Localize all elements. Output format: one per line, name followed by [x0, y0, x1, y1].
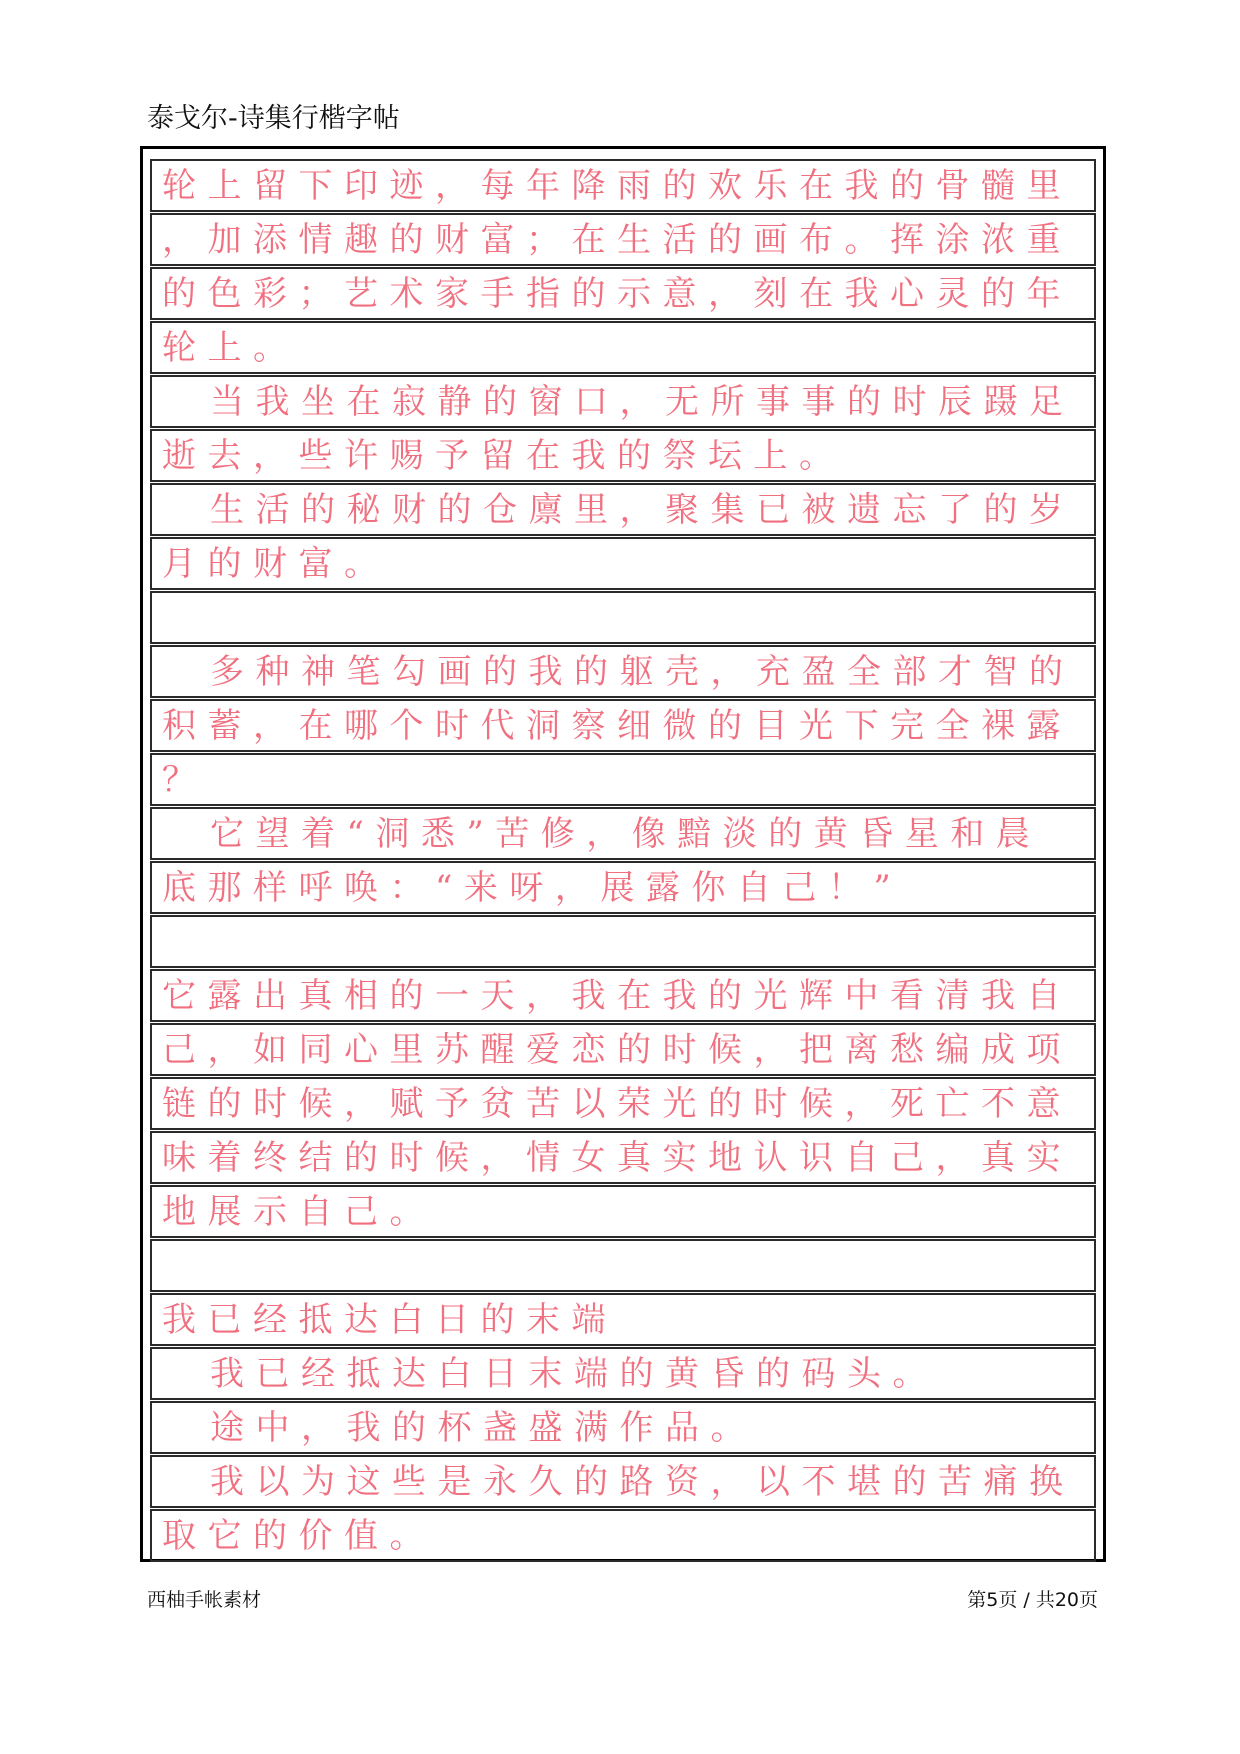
- page-number: 第5页 / 共20页: [967, 1589, 1098, 1611]
- line-row: 我以为这些是永久的路资，以不堪的苦痛换: [150, 1455, 1096, 1508]
- line-row: 轮上。: [150, 321, 1096, 374]
- line-row: 逝去，些许赐予留在我的祭坛上。: [150, 429, 1096, 482]
- line-row: 它望着“洞悉”苦修，像黯淡的黄昏星和晨: [150, 807, 1096, 860]
- line-row: 我已经抵达白日的末端: [150, 1293, 1096, 1346]
- line-row: ，加添情趣的财富；在生活的画布。挥涂浓重: [150, 213, 1096, 266]
- line-row: 底那样呼唤：“来呀，展露你自己！”: [150, 861, 1096, 914]
- line-row: 己，如同心里苏醒爱恋的时候，把离愁编成项: [150, 1023, 1096, 1076]
- line-row-empty: [150, 1239, 1096, 1292]
- line-row-empty: [150, 915, 1096, 968]
- line-row: 它露出真相的一天，我在我的光辉中看清我自: [150, 969, 1096, 1022]
- line-row: 的色彩；艺术家手指的示意，刻在我心灵的年: [150, 267, 1096, 320]
- line-row: 月的财富。: [150, 537, 1096, 590]
- line-row: 味着终结的时候，情女真实地认识自己，真实: [150, 1131, 1096, 1184]
- page-title: 泰戈尔-诗集行楷字帖: [147, 103, 400, 134]
- copybook-lines: [150, 159, 1096, 1563]
- line-row: 当我坐在寂静的窗口，无所事事的时辰蹑足: [150, 375, 1096, 428]
- line-row: ？: [150, 753, 1096, 806]
- line-row: 地展示自己。: [150, 1185, 1096, 1238]
- line-row: 多种神笔勾画的我的躯壳，充盈全部才智的: [150, 645, 1096, 698]
- line-row: 链的时候，赋予贫苦以荣光的时候，死亡不意: [150, 1077, 1096, 1130]
- line-row: 积蓄，在哪个时代洞察细微的目光下完全裸露: [150, 699, 1096, 752]
- footer-source: 西柚手帐素材: [147, 1589, 262, 1611]
- line-row: 生活的秘财的仓廪里，聚集已被遗忘了的岁: [150, 483, 1096, 536]
- line-row: 取它的价值。: [150, 1509, 1096, 1562]
- line-row: 途中，我的杯盏盛满作品。: [150, 1401, 1096, 1454]
- line-row: 我已经抵达白日末端的黄昏的码头。: [150, 1347, 1096, 1400]
- line-row-empty: [150, 591, 1096, 644]
- line-row: 轮上留下印迹，每年降雨的欢乐在我的骨髓里: [150, 159, 1096, 212]
